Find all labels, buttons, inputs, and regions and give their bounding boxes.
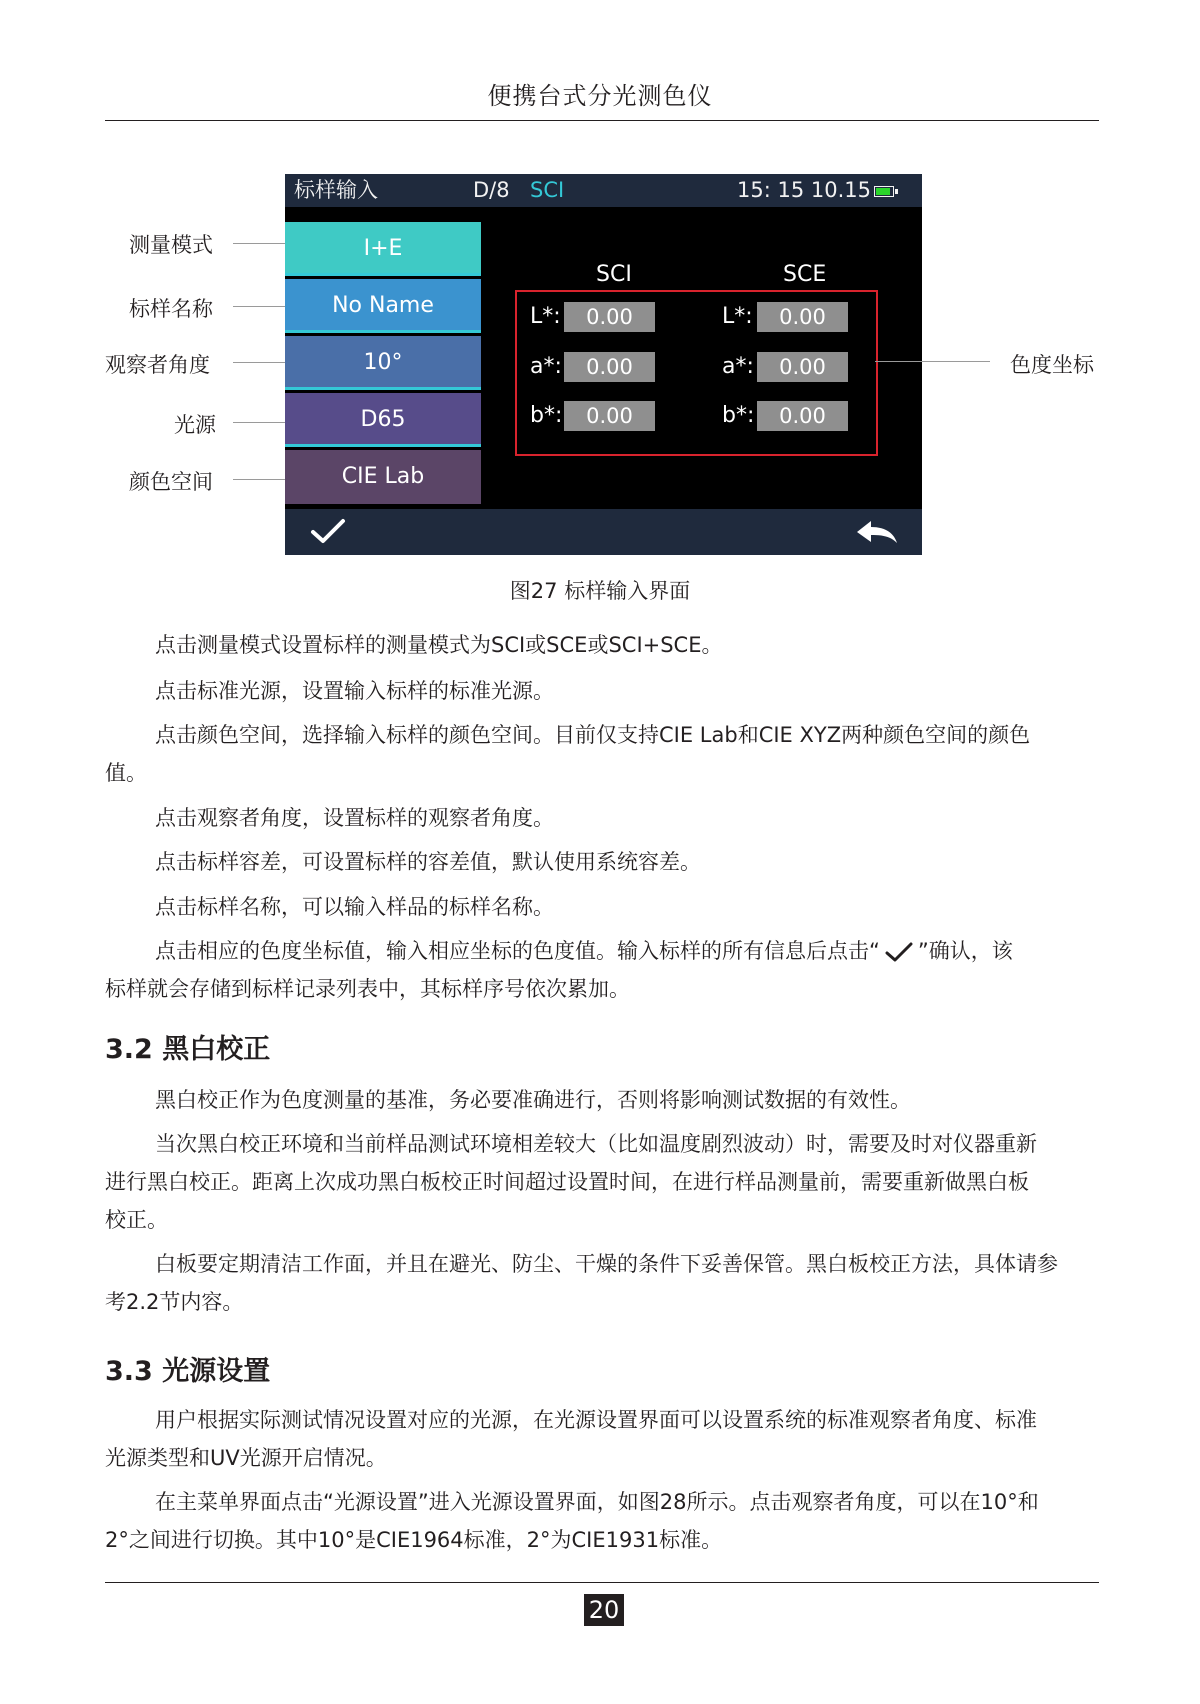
sce-b-value[interactable]: 0.00 — [757, 401, 848, 431]
footer-rule — [105, 1582, 1099, 1583]
callout-line — [233, 306, 285, 307]
document-header-title: 便携台式分光测色仪 — [487, 82, 713, 110]
callout-line — [875, 361, 990, 362]
paragraph-part: 点击相应的色度坐标值，输入相应坐标的色度值。输入标样的所有信息后点击“ — [155, 939, 880, 963]
paragraph: 点击标样容差，可设置标样的容差值，默认使用系统容差。 — [155, 850, 701, 874]
paragraph: 值。 — [105, 761, 147, 785]
sci-column-header: SCI — [596, 262, 632, 287]
measure-mode-button[interactable] — [285, 222, 481, 276]
color-space-button[interactable] — [285, 450, 481, 504]
sce-l-value[interactable]: 0.00 — [757, 302, 848, 332]
section-heading: 3.2 黑白校正 — [105, 1034, 271, 1065]
page-number: 20 — [584, 1594, 624, 1626]
sce-b-label: b*: — [722, 403, 755, 428]
callout-light-source: 光源 — [174, 413, 216, 437]
battery-level — [876, 188, 890, 195]
paragraph: 黑白校正作为色度测量的基准，务必要准确进行，否则将影响测试数据的有效性。 — [155, 1088, 911, 1112]
callout-color-coords: 色度坐标 — [1010, 353, 1094, 377]
sample-name-value: No Name — [332, 293, 434, 318]
paragraph: 考2.2节内容。 — [105, 1290, 244, 1314]
color-coordinates-box — [515, 290, 878, 456]
sci-a-label: a*: — [530, 354, 562, 379]
paragraph: 点击标准光源，设置输入标样的标准光源。 — [155, 679, 554, 703]
paragraph-part: ”确认，该 — [917, 939, 1013, 963]
callout-measure-mode: 测量模式 — [129, 233, 213, 257]
sce-column-header: SCE — [783, 262, 827, 287]
callout-line — [233, 243, 285, 244]
device-screen — [285, 174, 922, 555]
battery-icon — [874, 186, 894, 197]
callout-line — [233, 362, 285, 363]
status-bar — [285, 174, 922, 207]
sci-l-label: L*: — [530, 304, 561, 329]
callout-observer-angle: 观察者角度 — [105, 353, 210, 377]
callout-color-space: 颜色空间 — [129, 470, 213, 494]
sce-l-label: L*: — [722, 304, 753, 329]
screen-title: 标样输入 — [294, 178, 378, 202]
header-rule — [105, 120, 1099, 121]
paragraph: 标样就会存储到标样记录列表中，其标样序号依次累加。 — [105, 977, 630, 1001]
paragraph: 点击标样名称，可以输入样品的标样名称。 — [155, 895, 554, 919]
measure-mode-value: I+E — [363, 236, 403, 261]
section-heading: 3.3 光源设置 — [105, 1356, 271, 1387]
sce-a-value[interactable]: 0.00 — [757, 352, 848, 382]
paragraph: 点击颜色空间，选择输入标样的颜色空间。目前仅支持CIE Lab和CIE XYZ两种颜色空间的颜色 — [155, 723, 1031, 747]
paragraph: 点击测量模式设置标样的测量模式为SCI或SCE或SCI+SCE。 — [155, 633, 723, 657]
check-icon — [884, 940, 914, 964]
light-source-value: D65 — [360, 407, 406, 432]
sci-a-value[interactable]: 0.00 — [564, 352, 655, 382]
back-arrow-icon[interactable] — [855, 519, 899, 547]
mode-label: SCI — [530, 178, 565, 202]
paragraph: 2°之间进行切换。其中10°是CIE1964标准，2°为CIE1931标准。 — [105, 1528, 723, 1552]
geometry-label: D/8 — [473, 178, 510, 202]
paragraph: 当次黑白校正环境和当前样品测试环境相差较大（比如温度剧烈波动）时，需要及时对仪器重新 — [155, 1132, 1037, 1156]
bottom-toolbar — [285, 509, 922, 555]
sample-name-button[interactable] — [285, 279, 481, 333]
confirm-check-icon[interactable] — [310, 517, 346, 545]
paragraph: 点击观察者角度，设置标样的观察者角度。 — [155, 806, 554, 830]
paragraph: 在主菜单界面点击“光源设置”进入光源设置界面，如图28所示。点击观察者角度，可以在10°和 — [155, 1490, 1039, 1514]
color-space-value: CIE Lab — [341, 464, 425, 489]
callout-sample-name: 标样名称 — [129, 297, 213, 321]
paragraph: 校正。 — [105, 1208, 168, 1232]
figure-caption: 图27 标样输入界面 — [509, 579, 691, 603]
observer-angle-value: 10° — [363, 350, 403, 375]
sce-a-label: a*: — [722, 354, 754, 379]
callout-line — [233, 422, 285, 423]
light-source-button[interactable] — [285, 393, 481, 447]
sci-b-label: b*: — [530, 403, 563, 428]
observer-angle-button[interactable] — [285, 336, 481, 390]
paragraph — [155, 932, 1013, 970]
paragraph: 白板要定期清洁工作面，并且在避光、防尘、干燥的条件下妥善保管。黑白板校正方法，具体请参 — [155, 1252, 1058, 1276]
sci-b-value[interactable]: 0.00 — [564, 401, 655, 431]
paragraph: 用户根据实际测试情况设置对应的光源，在光源设置界面可以设置系统的标准观察者角度、标准 — [155, 1408, 1037, 1432]
callout-line — [233, 479, 285, 480]
paragraph: 进行黑白校正。距离上次成功黑白板校正时间超过设置时间，在进行样品测量前，需要重新做黑白板 — [105, 1170, 1029, 1194]
paragraph: 光源类型和UV光源开启情况。 — [105, 1446, 387, 1470]
sci-l-value[interactable]: 0.00 — [564, 302, 655, 332]
clock-label: 15: 15 10.15 — [737, 178, 871, 202]
